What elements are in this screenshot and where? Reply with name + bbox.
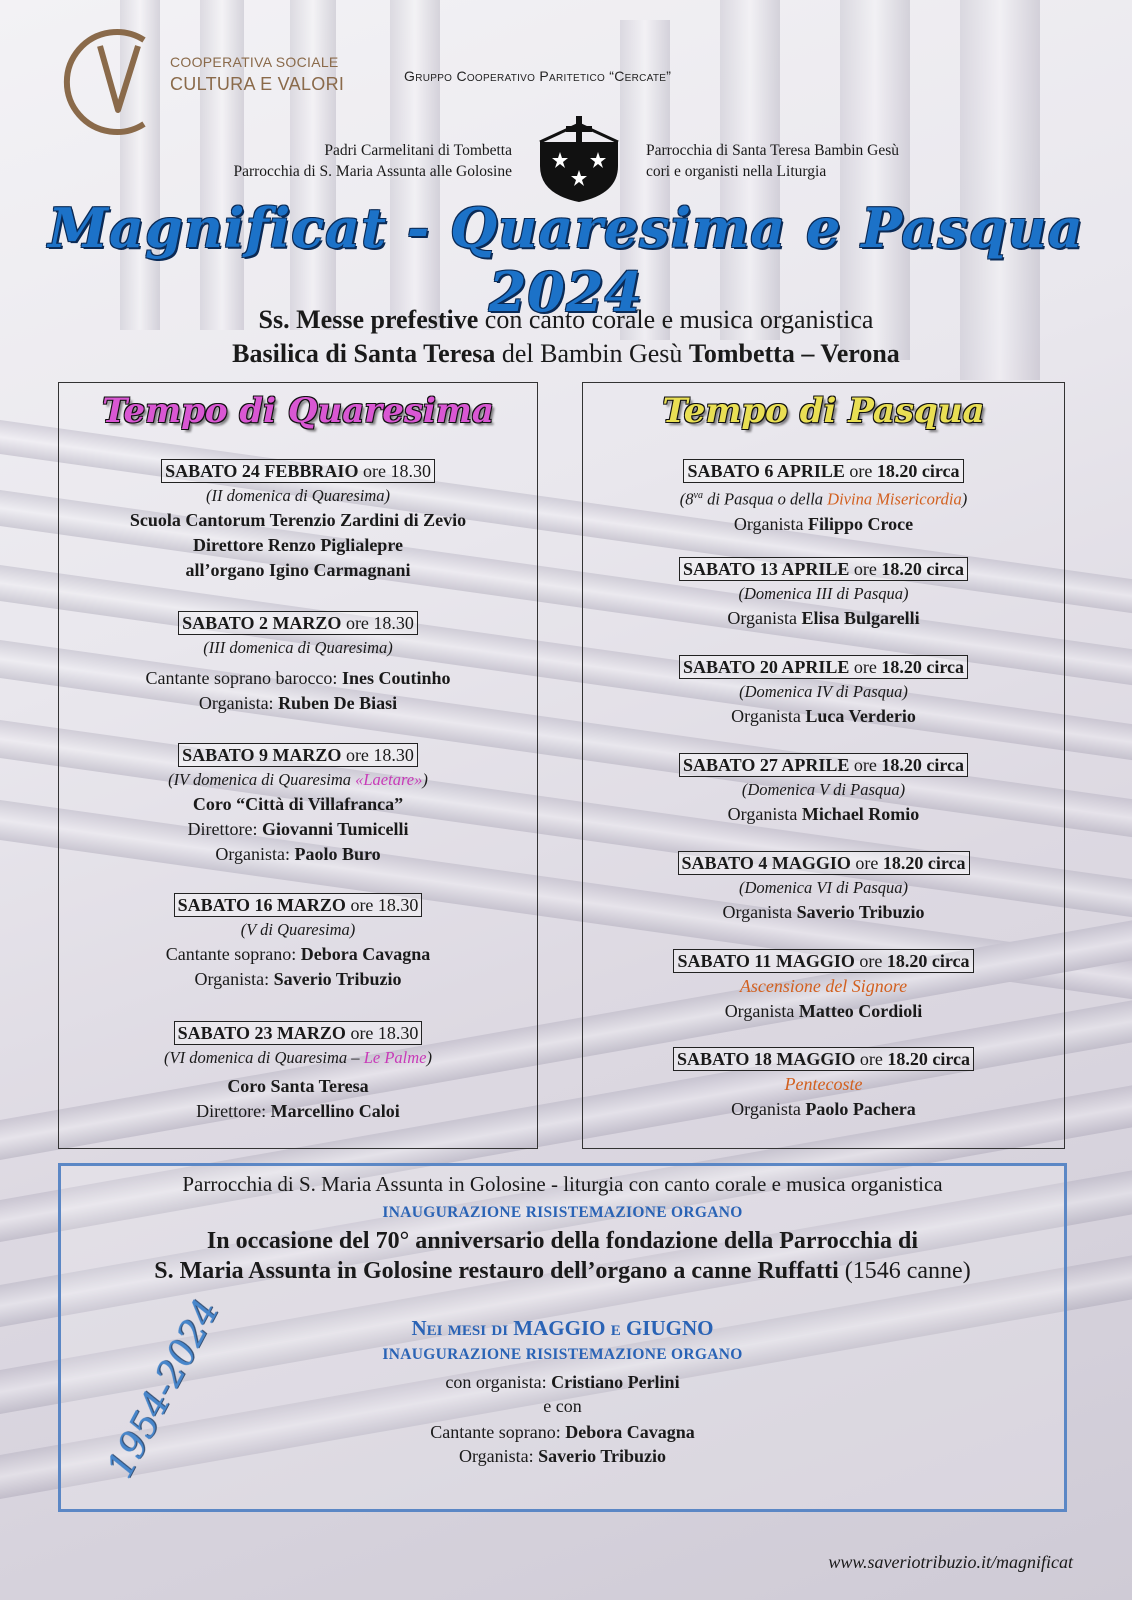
golosine-intro: Parrocchia di S. Maria Assunta in Golosine - liturgia con canto corale e musica organistica bbox=[182, 1172, 943, 1196]
event-organist bbox=[583, 802, 1064, 827]
event-ore: ore bbox=[859, 951, 883, 971]
golosine-box bbox=[58, 1163, 1067, 1512]
event-pasqua-5 bbox=[583, 851, 1064, 925]
organist-name: Elisa Bulgarelli bbox=[801, 608, 920, 628]
anniversario-line1: In occasione del 70° anniversario della fondazione della Parrocchia di bbox=[206, 1228, 919, 1254]
event-organist bbox=[583, 1097, 1064, 1122]
event-time: 18.30 bbox=[377, 1023, 419, 1043]
event-date-box bbox=[683, 459, 963, 483]
organist-name: Saverio Tribuzio bbox=[796, 902, 925, 922]
occasion-text: (IV domenica di Quaresima bbox=[168, 770, 356, 789]
e-con: e con bbox=[543, 1396, 582, 1416]
event-date: SABATO 27 APRILE bbox=[682, 755, 850, 775]
subtitle-bold-1: Ss. Messe prefestive bbox=[258, 305, 479, 334]
event-date: SABATO 6 APRILE bbox=[687, 461, 845, 481]
event-ore: ore bbox=[853, 657, 877, 677]
event-date: SABATO 11 MAGGIO bbox=[677, 951, 855, 971]
event-singer bbox=[59, 942, 537, 967]
event-ore: ore bbox=[345, 613, 369, 633]
coop-logo bbox=[52, 20, 352, 140]
event-date: SABATO 16 MARZO bbox=[177, 895, 346, 915]
organist-name: Michael Romio bbox=[801, 804, 920, 824]
occasion-sup: va bbox=[693, 490, 703, 501]
organist-name: Saverio Tribuzio bbox=[273, 969, 402, 989]
organist-role: Organista: bbox=[198, 693, 279, 713]
event-occasion: (III domenica di Quaresima) bbox=[203, 638, 393, 657]
organist-name: Ruben De Biasi bbox=[278, 693, 398, 713]
occasion-highlight: Ascensione del Signore bbox=[739, 976, 908, 996]
director-name: Marcellino Caloi bbox=[270, 1101, 400, 1121]
singer-name: Ines Coutinho bbox=[341, 668, 451, 688]
coop-name-line1: COOPERATIVA SOCIALE bbox=[170, 54, 339, 70]
organist-role: Organista bbox=[722, 902, 797, 922]
organist-name: Paolo Buro bbox=[294, 844, 381, 864]
event-organist bbox=[59, 691, 537, 716]
event-date-box bbox=[174, 1021, 423, 1045]
subtitle-line1 bbox=[0, 303, 1132, 337]
left-organizers bbox=[120, 140, 512, 182]
event-occasion: (V di Quaresima) bbox=[240, 920, 356, 939]
event-date: SABATO 24 FEBBRAIO bbox=[165, 461, 359, 481]
event-time: 18.30 bbox=[390, 461, 431, 481]
event-ore: ore bbox=[350, 895, 374, 915]
event-pasqua-6 bbox=[583, 949, 1064, 1024]
event-occasion bbox=[583, 1072, 1064, 1097]
occasion-close: ) bbox=[426, 1048, 432, 1067]
event-occasion bbox=[583, 484, 1064, 512]
soprano-role: Cantante soprano: bbox=[430, 1422, 566, 1442]
event-time: 18.20 circa bbox=[881, 755, 965, 775]
event-choir: Coro “Città di Villafranca” bbox=[192, 794, 404, 814]
event-time: 18.20 circa bbox=[887, 1049, 970, 1069]
organist-line bbox=[61, 1444, 1064, 1468]
event-ore: ore bbox=[859, 1049, 883, 1069]
organist-name: Matteo Cordioli bbox=[798, 1001, 923, 1021]
soprano-name: Debora Cavagna bbox=[565, 1422, 695, 1442]
event-time: 18.20 circa bbox=[881, 657, 965, 677]
event-ore: ore bbox=[350, 1023, 374, 1043]
event-date-box bbox=[679, 753, 968, 777]
organist-role: Organista bbox=[733, 513, 808, 534]
event-choir: Coro Santa Teresa bbox=[227, 1076, 369, 1096]
event-date-box bbox=[161, 459, 435, 483]
event-organist bbox=[583, 704, 1064, 729]
event-time: 18.20 circa bbox=[876, 461, 960, 481]
subtitle-mid-2: del Bambin Gesù bbox=[495, 339, 689, 368]
occasion-text-2: di Pasqua o della bbox=[702, 489, 828, 509]
event-time: 18.30 bbox=[377, 895, 419, 915]
event-organist bbox=[583, 512, 1064, 537]
event-organist bbox=[583, 900, 1064, 925]
event-ore: ore bbox=[849, 461, 873, 481]
quaresima-column bbox=[58, 382, 538, 1149]
event-date-box bbox=[679, 655, 968, 679]
event-occasion: (Domenica III di Pasqua) bbox=[738, 584, 909, 603]
event-quaresima-1 bbox=[59, 459, 537, 583]
event-occasion bbox=[583, 974, 1064, 999]
director-role: Direttore: bbox=[196, 1101, 271, 1121]
occasion-text: (8 bbox=[679, 489, 694, 509]
event-date: SABATO 20 APRILE bbox=[682, 657, 850, 677]
right-org-line2: cori e organisti nella Liturgia bbox=[646, 163, 827, 180]
main-title: Magnificat - Quaresima e Pasqua 2024 bbox=[48, 196, 1084, 324]
organist-perlini bbox=[61, 1370, 1064, 1394]
coop-name-line2: CULTURA E VALORI bbox=[170, 74, 345, 94]
event-pasqua-1 bbox=[583, 459, 1064, 537]
organist-name: Saverio Tribuzio bbox=[538, 1446, 666, 1466]
event-time: 18.30 bbox=[373, 613, 414, 633]
event-ore: ore bbox=[855, 853, 879, 873]
event-director bbox=[59, 1099, 537, 1124]
event-date: SABATO 13 APRILE bbox=[682, 559, 850, 579]
event-date: SABATO 9 MARZO bbox=[182, 745, 342, 765]
right-organizers bbox=[646, 140, 1006, 182]
event-quaresima-5 bbox=[59, 1021, 537, 1124]
event-director bbox=[59, 817, 537, 842]
organist-role: Organista bbox=[724, 1001, 799, 1021]
left-org-line2: Parrocchia di S. Maria Assunta alle Golosine bbox=[233, 163, 512, 180]
occasion-highlight: «Laetare» bbox=[355, 770, 423, 789]
event-organist bbox=[583, 999, 1064, 1024]
event-date-box bbox=[678, 851, 970, 875]
quaresima-title: Tempo di Quaresima bbox=[102, 391, 494, 431]
event-date: SABATO 23 MARZO bbox=[177, 1023, 346, 1043]
event-ore: ore bbox=[853, 559, 877, 579]
anniversario-line2 bbox=[61, 1256, 1064, 1286]
organist-role: Organista bbox=[731, 706, 806, 726]
organist-name: Filippo Croce bbox=[807, 513, 914, 534]
singer-name: Debora Cavagna bbox=[300, 944, 431, 964]
organist-role: Organista bbox=[727, 608, 802, 628]
right-org-line1: Parrocchia di Santa Teresa Bambin Gesù bbox=[646, 142, 900, 159]
singer-role: Cantante soprano: bbox=[165, 944, 301, 964]
inaugurazione-label-2: INAUGURAZIONE RISISTEMAZIONE ORGANO bbox=[382, 1346, 743, 1363]
event-director: Direttore Renzo Piglialepre bbox=[193, 535, 403, 555]
event-ore: ore bbox=[345, 745, 369, 765]
anniversary-years: 1954-2024 bbox=[100, 1293, 228, 1486]
event-occasion: (II domenica di Quaresima) bbox=[205, 486, 391, 505]
occasion-close: ) bbox=[422, 770, 428, 789]
perlini-role: con organista: bbox=[445, 1372, 552, 1392]
event-date-box bbox=[679, 557, 968, 581]
event-singer bbox=[59, 666, 537, 691]
event-time: 18.20 circa bbox=[882, 853, 966, 873]
event-pasqua-2 bbox=[583, 557, 1064, 631]
event-date-box bbox=[673, 949, 973, 973]
pasqua-title: Tempo di Pasqua bbox=[662, 391, 985, 431]
occasion-highlight: Divina Misericordia bbox=[827, 489, 962, 509]
subtitle-line2 bbox=[0, 337, 1132, 371]
organist-role: Organista: bbox=[215, 844, 295, 864]
organist-name: Luca Verderio bbox=[805, 706, 916, 726]
cv-logo-icon bbox=[52, 20, 172, 140]
event-pasqua-3 bbox=[583, 655, 1064, 729]
event-time: 18.20 circa bbox=[886, 951, 970, 971]
website-link[interactable]: www.saveriotribuzio.it/magnificat bbox=[828, 1552, 1073, 1572]
event-quaresima-4 bbox=[59, 893, 537, 992]
occasion-text: (VI domenica di Quaresima – bbox=[164, 1048, 364, 1067]
event-date: SABATO 18 MAGGIO bbox=[677, 1049, 856, 1069]
event-occasion: (Domenica IV di Pasqua) bbox=[739, 682, 908, 701]
inaugurazione-label: INAUGURAZIONE RISISTEMAZIONE ORGANO bbox=[382, 1204, 743, 1221]
organist-role: Organista bbox=[731, 1099, 806, 1119]
event-ore: ore bbox=[853, 755, 877, 775]
anniversario-canne: (1546 canne) bbox=[838, 1258, 971, 1284]
event-organist bbox=[583, 606, 1064, 631]
organist-role: Organista: bbox=[459, 1446, 539, 1466]
event-date: SABATO 4 MAGGIO bbox=[681, 853, 851, 873]
subtitle bbox=[0, 303, 1132, 371]
mesi-heading: Nei mesi di MAGGIO e GIUGNO bbox=[411, 1316, 714, 1340]
event-occasion bbox=[59, 1046, 537, 1070]
director-role: Direttore: bbox=[187, 819, 262, 839]
event-date-box bbox=[673, 1047, 974, 1071]
director-name: Giovanni Tumicelli bbox=[261, 819, 409, 839]
occasion-close: ) bbox=[961, 489, 968, 509]
event-date-box bbox=[174, 893, 423, 917]
event-organist bbox=[59, 842, 537, 867]
subtitle-bold-2: Basilica di Santa Teresa bbox=[232, 339, 496, 368]
event-quaresima-3 bbox=[59, 743, 537, 867]
singer-role: Cantante soprano barocco: bbox=[145, 668, 342, 688]
event-quaresima-2 bbox=[59, 611, 537, 716]
occasion-highlight: Pentecoste bbox=[784, 1074, 863, 1094]
pasqua-column bbox=[582, 382, 1065, 1149]
organist-role: Organista bbox=[727, 804, 802, 824]
event-time: 18.30 bbox=[373, 745, 414, 765]
event-organist: all’organo Igino Carmagnani bbox=[185, 560, 411, 580]
event-organist bbox=[59, 967, 537, 992]
event-pasqua-4 bbox=[583, 753, 1064, 827]
subtitle-bold-3: Tombetta – Verona bbox=[688, 339, 900, 368]
left-org-line1: Padri Carmelitani di Tombetta bbox=[324, 142, 512, 159]
occasion-highlight: Le Palme bbox=[363, 1048, 427, 1067]
event-choir: Scuola Cantorum Terenzio Zardini di Zevio bbox=[129, 510, 467, 530]
event-time: 18.20 circa bbox=[881, 559, 965, 579]
subtitle-rest-1: con canto corale e musica organistica bbox=[478, 305, 874, 334]
organist-role: Organista: bbox=[194, 969, 274, 989]
carmelite-shield-icon bbox=[536, 114, 622, 204]
event-date: SABATO 2 MARZO bbox=[182, 613, 342, 633]
event-pasqua-7 bbox=[583, 1047, 1064, 1122]
event-date-box bbox=[178, 611, 418, 635]
event-date-box bbox=[178, 743, 418, 767]
soprano-line bbox=[61, 1420, 1064, 1444]
gruppo-cooperativo: Gruppo Cooperativo Paritetico “Cercate” bbox=[404, 68, 672, 84]
event-ore: ore bbox=[362, 461, 386, 481]
event-occasion: (Domenica VI di Pasqua) bbox=[738, 878, 909, 897]
perlini-name: Cristiano Perlini bbox=[551, 1372, 680, 1392]
anniversario-bold: S. Maria Assunta in Golosine restauro dell’organo a canne Ruffatti bbox=[154, 1258, 839, 1284]
event-occasion bbox=[59, 768, 537, 792]
organist-name: Paolo Pachera bbox=[805, 1099, 916, 1119]
event-occasion: (Domenica V di Pasqua) bbox=[741, 780, 906, 799]
